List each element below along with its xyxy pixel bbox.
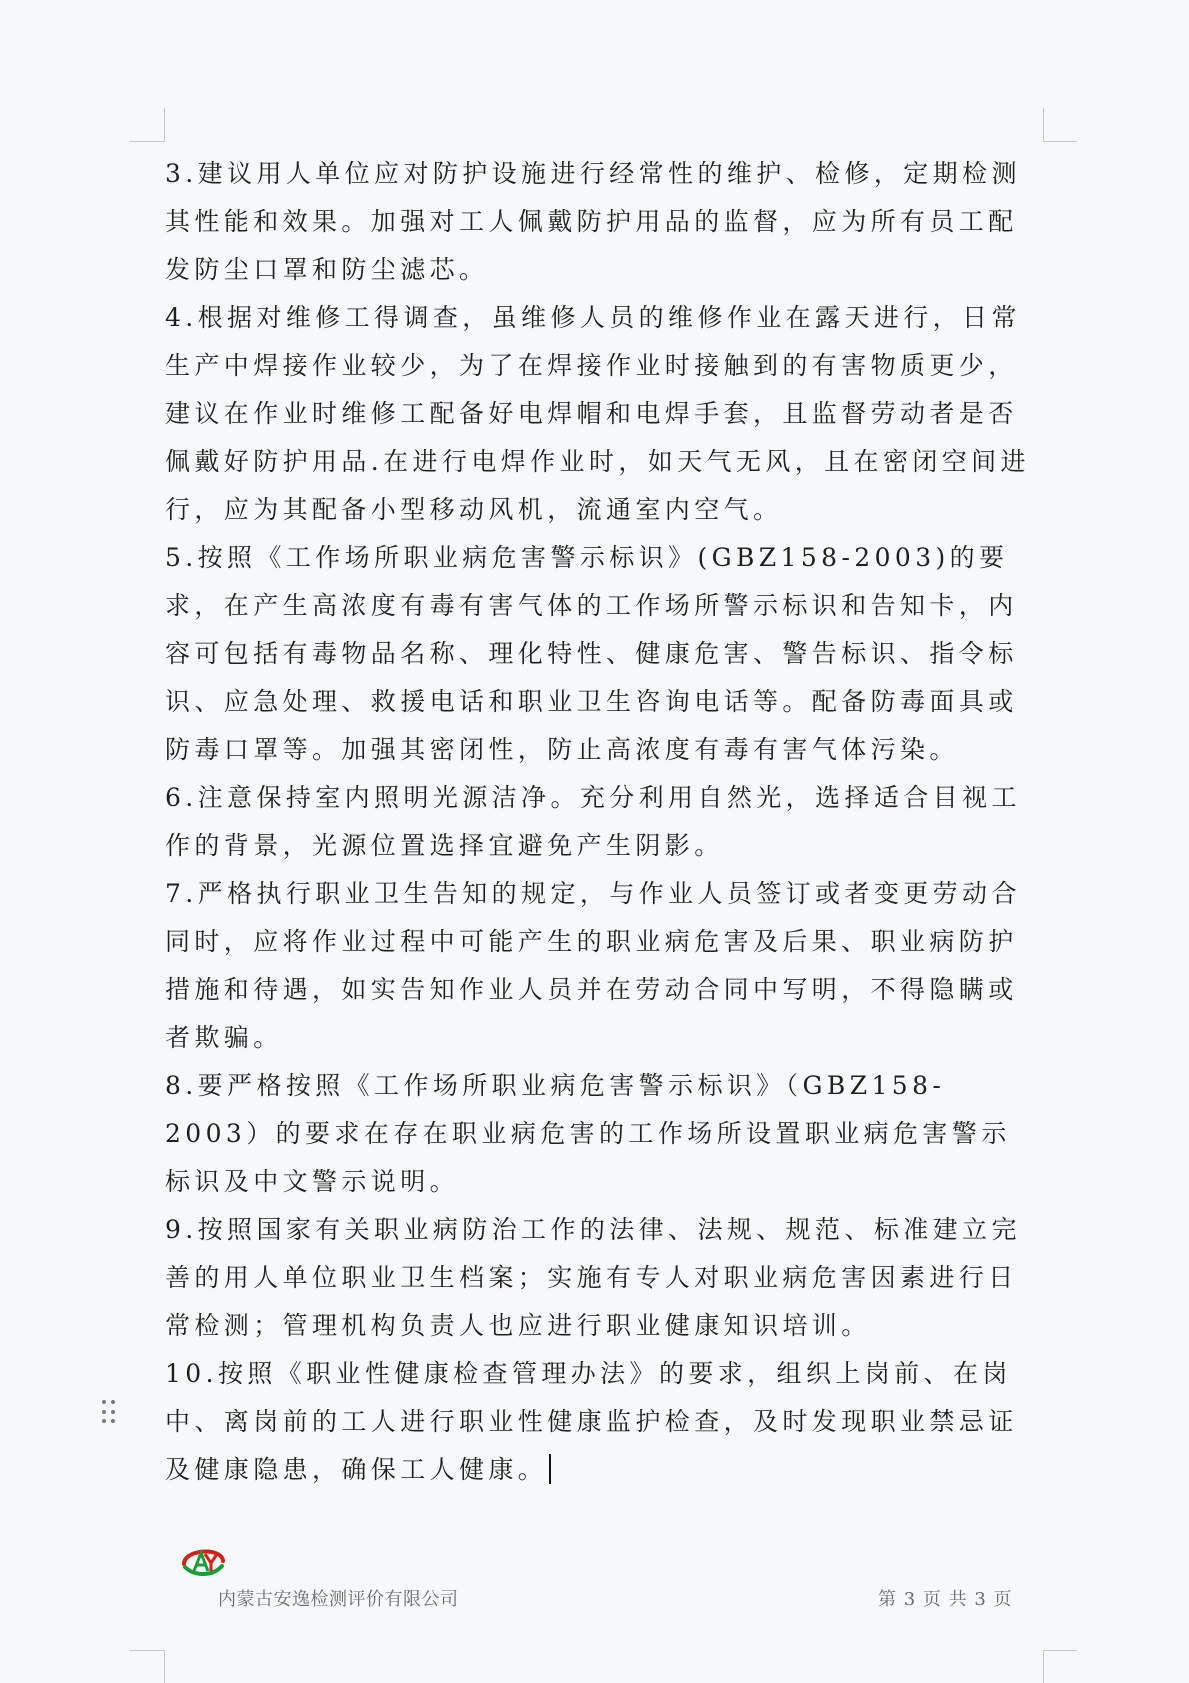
corner-mark-bottom-right-h: [1043, 1650, 1077, 1651]
document-body[interactable]: [165, 150, 1035, 1494]
paragraph-7[interactable]: 7.严格执行职业卫生告知的规定，与作业人员签订或者变更劳动合同时，应将作业过程中可能产生的职业病危害及后果、职业病防护措施和待遇，如实告知作业人员并在劳动合同中写明，不得隐瞒或者欺骗。: [165, 879, 1021, 1052]
company-logo: [178, 1540, 228, 1580]
corner-mark-bottom-right-v: [1043, 1650, 1044, 1683]
paragraph-4[interactable]: 4.根据对维修工得调查，虽维修人员的维修作业在露天进行，日常生产中焊接作业较少，为了在焊接作业时接触到的有害物质更少，建议在作业时维修工配备好电焊帽和电焊手套，且监督劳动者是否佩戴好防护用品.在进行电焊作业时，如天气无风，且在密闭空间进行，应为其配备小型移动风机，流通室内空气。: [165, 303, 1030, 524]
paragraph-9[interactable]: 9.按照国家有关职业病防治工作的法律、法规、规范、标准建立完善的用人单位职业卫生档案；实施有专人对职业病危害因素进行日常检测；管理机构负责人也应进行职业健康知识培训。: [165, 1215, 1021, 1340]
text-cursor: [549, 1454, 551, 1484]
footer-page-number: 第 3 页 共 3 页: [878, 1589, 1013, 1610]
paragraph-8[interactable]: 8.要严格按照《工作场所职业病危害警示标识》（GBZ158-2003）的要求在存在职业病危害的工作场所设置职业病危害警示标识及中文警示说明。: [165, 1071, 1011, 1196]
corner-mark-top-right-v: [1043, 108, 1044, 142]
drag-handle-icon[interactable]: [102, 1400, 116, 1426]
footer-company-name: 内蒙古安逸检测评价有限公司: [218, 1589, 459, 1610]
corner-mark-top-left-h: [130, 141, 164, 142]
corner-mark-top-right-h: [1043, 141, 1077, 142]
paragraph-10-text: 10.按照《职业性健康检查管理办法》的要求，组织上岗前、在岗中、离岗前的工人进行职业性健康监护检查，及时发现职业禁忌证及健康隐患，确保工人健康。: [165, 1359, 1018, 1484]
paragraph-5[interactable]: 5.按照《工作场所职业病危害警示标识》(GBZ158-2003)的要求，在产生高浓度有毒有害气体的工作场所警示标识和告知卡，内容可包括有毒物品名称、理化特性、健康危害、警告标识、指令标识、应急处理、救援电话和职业卫生咨询电话等。配备防毒面具或防毒口罩等。加强其密闭性，防止高浓度有毒有害气体污染。: [165, 543, 1018, 764]
paragraph-10[interactable]: [165, 1350, 1035, 1494]
corner-mark-bottom-left-v: [164, 1650, 165, 1683]
paragraph-6[interactable]: 6.注意保持室内照明光源洁净。充分利用自然光，选择适合目视工作的背景，光源位置选择宜避免产生阴影。: [165, 783, 1021, 860]
corner-mark-bottom-left-h: [130, 1650, 164, 1651]
paragraph-3[interactable]: 3.建议用人单位应对防护设施进行经常性的维护、检修，定期检测其性能和效果。加强对工人佩戴防护用品的监督，应为所有员工配发防尘口罩和防尘滤芯。: [165, 159, 1021, 284]
corner-mark-top-left-v: [164, 108, 165, 142]
